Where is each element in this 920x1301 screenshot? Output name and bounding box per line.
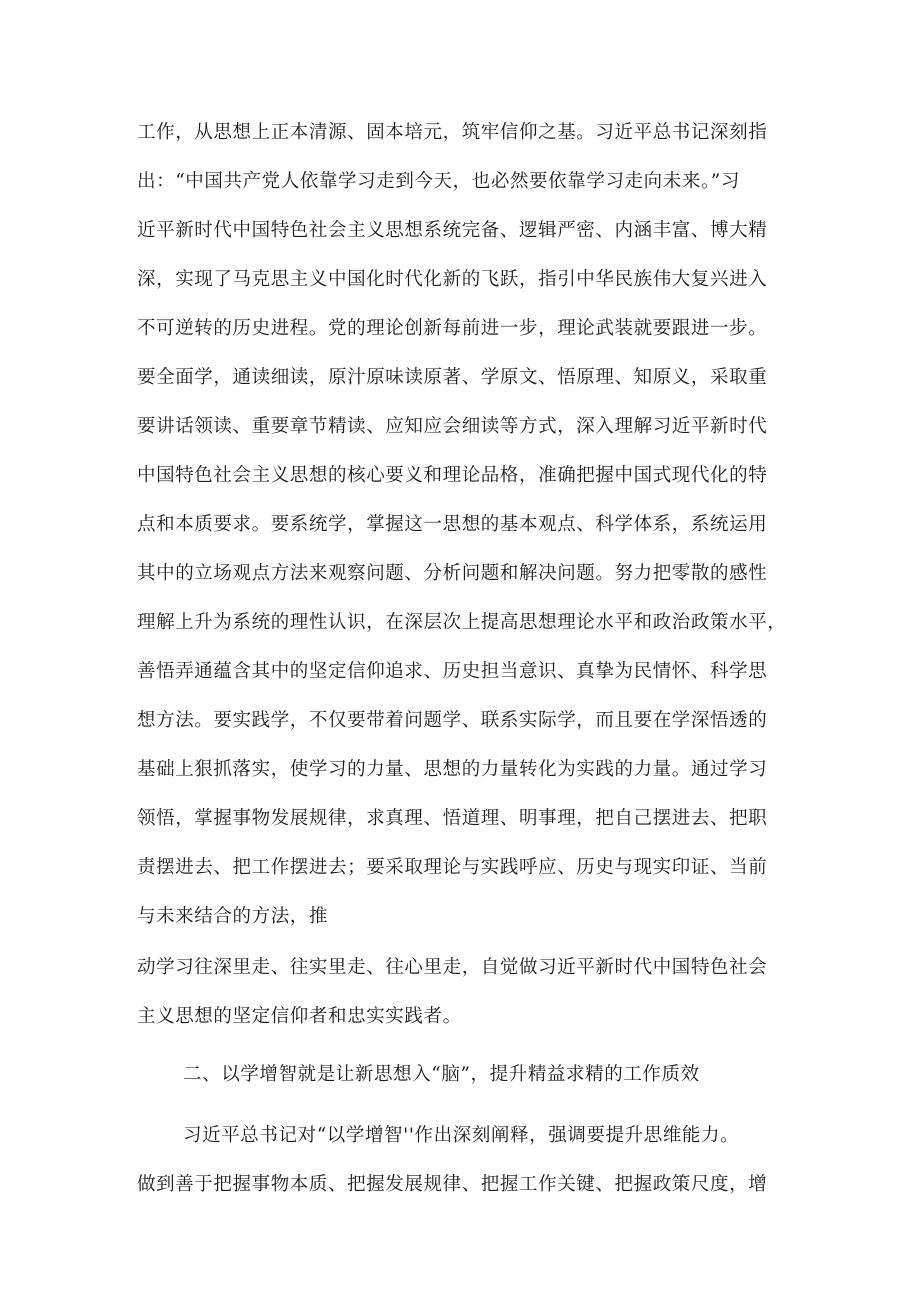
text-line: 不可逆转的历史进程。党的理论创新每前进一步，理论武装就要跟进一步。 xyxy=(137,318,768,339)
text-line: 中国特色社会主义思想的核心要义和理论品格，准确把握中国式现代化的特 xyxy=(137,465,768,486)
text-line: 点和本质要求。要系统学，掌握这一思想的基本观点、科学体系，系统运用 xyxy=(137,514,768,535)
text-line: 近平新时代中国特色社会主义思想系统完备、逻辑严密、内涵丰富、博大精 xyxy=(137,220,768,241)
text-line: 工作，从思想上正本清源、固本培元，筑牢信仰之基。习近平总书记深刻指 xyxy=(137,122,768,143)
text-line: 想方法。要实践学，不仅要带着问题学、联系实际学，而且要在学深悟透的 xyxy=(137,710,768,731)
text-line: 主义思想的坚定信仰者和忠实实践者。 xyxy=(137,1006,462,1027)
text-line: 要讲话领读、重要章节精读、应知应会细读等方式，深入理解习近平新时代 xyxy=(137,416,768,437)
text-line: 善悟弄通蕴含其中的坚定信仰追求、历史担当意识、真挚为民情怀、科学思 xyxy=(137,661,768,682)
text-line: 责摆进去、把工作摆进去；要采取理论与实践呼应、历史与现实印证、当前 xyxy=(137,857,768,878)
text-line: 与未来结合的方法，推 xyxy=(137,906,329,927)
text-line: 习近平总书记对“以学增智''作出深刻阐释，强调要提升思维能力。 xyxy=(183,1125,740,1146)
text-line: 基础上狠抓落实，使学习的力量、思想的力量转化为实践的力量。通过学习 xyxy=(137,759,768,780)
text-line: 其中的立场观点方法来观察问题、分析问题和解决问题。努力把零散的感性 xyxy=(137,563,768,584)
text-line: 要全面学，通读细读，原汁原味读原著、学原文、悟原理、知原义，采取重 xyxy=(137,367,768,388)
text-line: 领悟，掌握事物发展规律，求真理、悟道理、明事理，把自己摆进去、把职 xyxy=(137,808,768,829)
text-line: 理解上升为系统的理性认识，在深层次上提高思想理论水平和政治政策水平， xyxy=(137,612,787,633)
text-line: 出：“中国共产党人依靠学习走到今天，也必然要依靠学习走向未来。”习 xyxy=(137,171,740,192)
text-line: 做到善于把握事物本质、把握发展规律、把握工作关键、把握政策尺度，增 xyxy=(137,1174,768,1195)
section-heading: 二、以学增智就是让新思想入“脑”，提升精益求精的工作质效 xyxy=(183,1064,700,1085)
text-line: 深，实现了马克思主义中国化时代化新的飞跃，指引中华民族伟大复兴进入 xyxy=(137,269,768,290)
text-line: 动学习往深里走、往实里走、往心里走，自觉做习近平新时代中国特色社会 xyxy=(137,957,768,978)
